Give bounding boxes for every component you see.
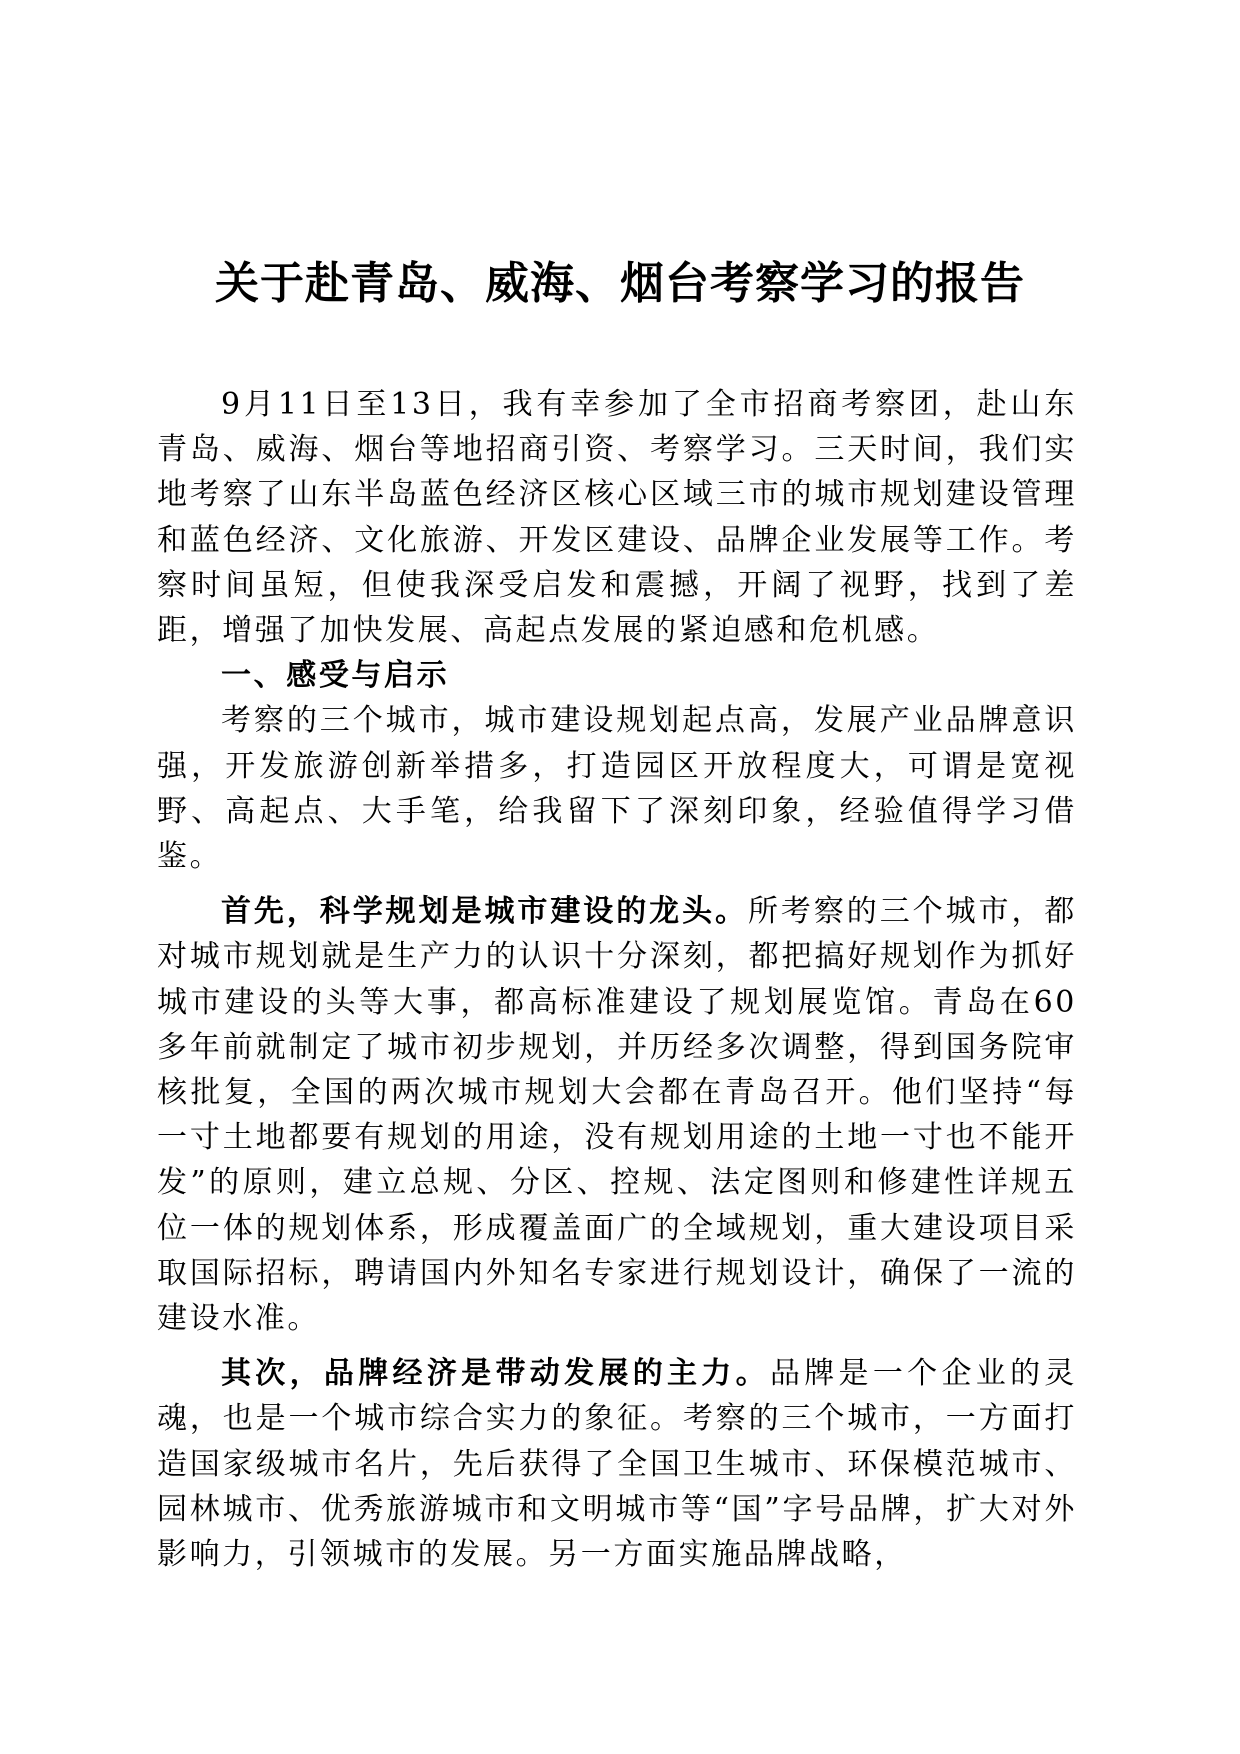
document-body (157, 382, 1077, 1577)
point-one-lead: 首先，科学规划是城市建设的龙头。 (221, 894, 748, 930)
point-one-paragraph (157, 889, 1077, 1341)
point-one-text: 所考察的三个城市，都对城市规划就是生产力的认识十分深刻，都把搞好规划作为抓好城市建设的头等大事，都高标准建设了规划展览馆。青岛在60多年前就制定了城市初步规划，并历经多次调整，得到国务院审核批复，全国的两次城市规划大会都在青岛召开。他们坚持“每一寸土地都要有规划的用途，没有规划用途的土地一寸也不能开发”的原则，建立总规、分区、控规、法定图则和修建性详规五位一体的规划体系，形成覆盖面广的全域规划，重大建设项目采取国际招标，聘请国内外知名专家进行规划设计，确保了一流的建设水准。 (157, 894, 1078, 1337)
point-two-lead: 其次，品牌经济是带动发展的主力。 (221, 1356, 770, 1392)
intro-paragraph: 9月11日至13日，我有幸参加了全市招商考察团，赴山东青岛、威海、烟台等地招商引资、考察学习。三天时间，我们实地考察了山东半岛蓝色经济区核心区域三市的城市规划建设管理和蓝色经济、文化旅游、开发区建设、品牌企业发展等工作。考察时间虽短，但使我深受启发和震撼，开阔了视野，找到了差距，增强了加快发展、高起点发展的紧迫感和危机感。 (157, 387, 1077, 649)
document-title: 关于赴青岛、威海、烟台考察学习的报告 (215, 258, 1025, 309)
point-two-text: 品牌是一个企业的灵魂，也是一个城市综合实力的象征。考察的三个城市，一方面打造国家级城市名片，先后获得了全国卫生城市、环保模范城市、园林城市、优秀旅游城市和文明城市等“国”字号品牌，扩大对外影响力，引领城市的发展。另一方面实施品牌战略， (157, 1356, 1077, 1573)
section-heading: 一、感受与启示 (221, 658, 450, 694)
point-two-paragraph (157, 1351, 1077, 1577)
section-intro-paragraph: 考察的三个城市，城市建设规划起点高，发展产业品牌意识强，开发旅游创新举措多，打造园区开放程度大，可谓是宽视野、高起点、大手笔，给我留下了深刻印象，经验值得学习借鉴。 (157, 703, 1077, 875)
